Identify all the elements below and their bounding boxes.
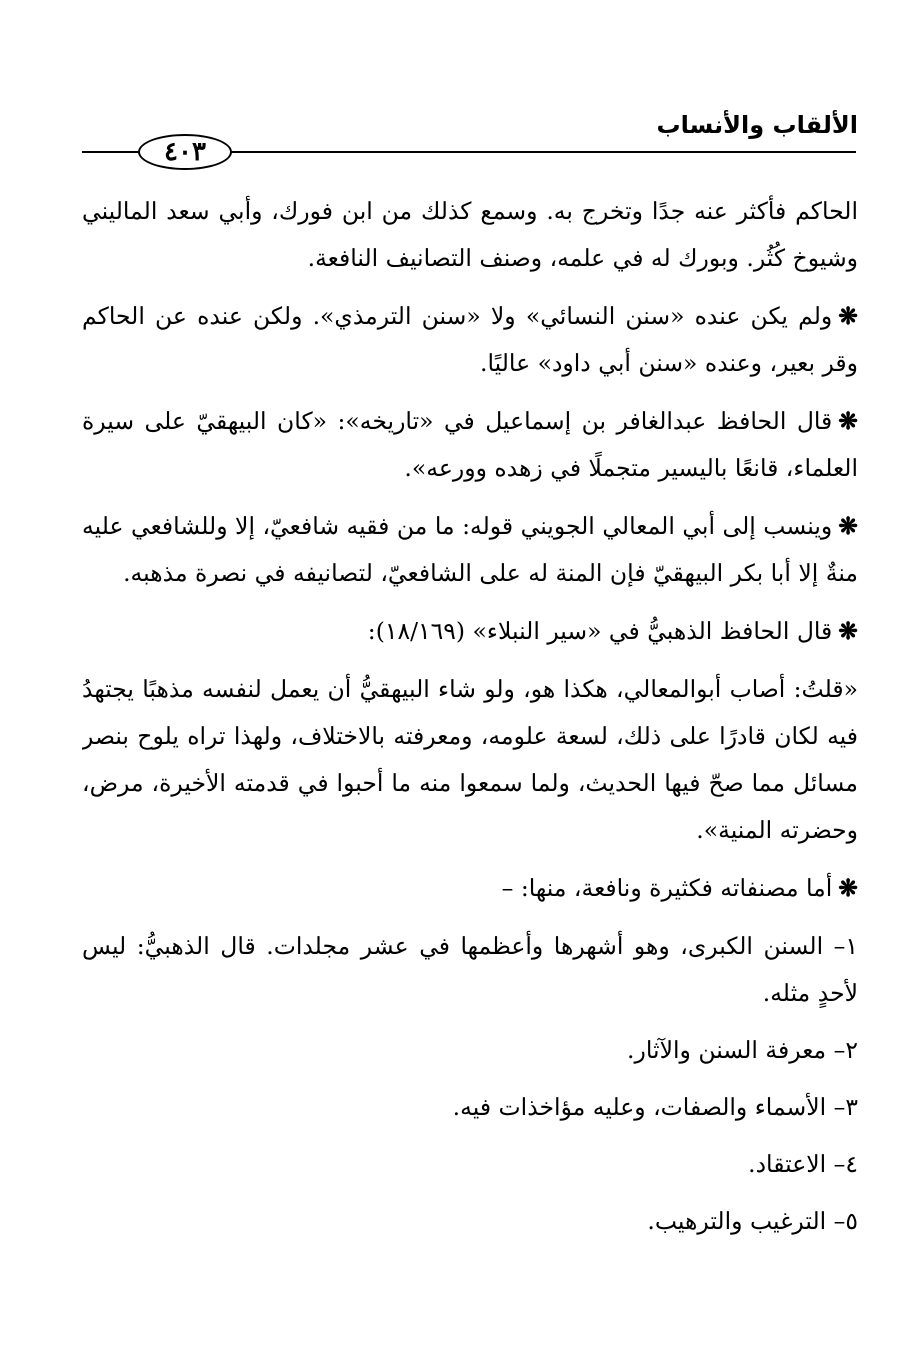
paragraph-5 [82, 608, 858, 655]
paragraph-4-text: وينسب إلى أبي المعالي الجويني قوله: ما من فقيه شافعيّ، إلا وللشافعي عليه منةٌ إلا أبا بكر البيهقيّ فإن المنة له على الشافعيّ، لتصانيفه في نصرة مذهبه. [82, 512, 858, 587]
paragraph-2-text: ولم يكن عنده «سنن النسائي» ولا «سنن الترمذي». ولكن عنده عن الحاكم وقر بعير، وعنده «سنن أبي داود» عاليًا. [82, 302, 858, 377]
list-item: ١– السنن الكبرى، وهو أشهرها وأعظمها في عشر مجلدات. قال الذهبيُّ: ليس لأحدٍ مثله. [82, 932, 858, 1007]
star-bullet-icon: ❋ [838, 302, 858, 330]
paragraph-7 [82, 865, 858, 912]
paragraph-5-text: قال الحافظ الذهبيُّ في «سير النبلاء» (١٨/١٦٩): [367, 617, 833, 645]
star-bullet-icon: ❋ [838, 512, 858, 540]
list-item: ٥– الترغيب والترهيب. [647, 1207, 858, 1235]
paragraph-7-text: أما مصنفاته فكثيرة ونافعة، منها: – [501, 874, 833, 902]
page-body [82, 188, 858, 1298]
paragraph-1: الحاكم فأكثر عنه جدًا وتخرج به. وسمع كذلك من ابن فورك، وأبي سعد الماليني وشيوخ كُثُر. وبورك له في علمه، وصنف التصانيف النافعة. [82, 197, 858, 272]
star-bullet-icon: ❋ [838, 617, 858, 645]
star-bullet-icon: ❋ [838, 874, 858, 902]
list-item: ٢– معرفة السنن والآثار. [627, 1036, 858, 1064]
paragraph-3-text: قال الحافظ عبدالغافر بن إسماعيل في «تاريخه»: «كان البيهقيّ على سيرة العلماء، قانعًا باليسير متجملًا في زهده وورعه». [82, 407, 858, 482]
paragraph-2 [82, 293, 858, 387]
page-number: ٤٠٣ [164, 137, 206, 167]
quotation-paragraph: «قلتُ: أصاب أبوالمعالي، هكذا هو، ولو شاء البيهقيُّ أن يعمل لنفسه مذهبًا يجتهدُ فيه لكان قادرًا على ذلك، لسعة علومه، ومعرفته بالاختلاف، ولهذا تراه يلوح بنصر مسائل مما صحّ فيها الحديث، ولما سمعوا منه ما أحبوا في قدمته الأخيرة، مرض، وحضرته المنية». [82, 675, 858, 844]
paragraph-3 [82, 398, 858, 492]
running-title: الألقاب والأنساب [656, 111, 858, 139]
list-item: ٣– الأسماء والصفات، وعليه مؤاخذات فيه. [452, 1093, 858, 1121]
paragraph-4 [82, 503, 858, 597]
star-bullet-icon: ❋ [838, 407, 858, 435]
list-item: ٤– الاعتقاد. [748, 1150, 858, 1178]
